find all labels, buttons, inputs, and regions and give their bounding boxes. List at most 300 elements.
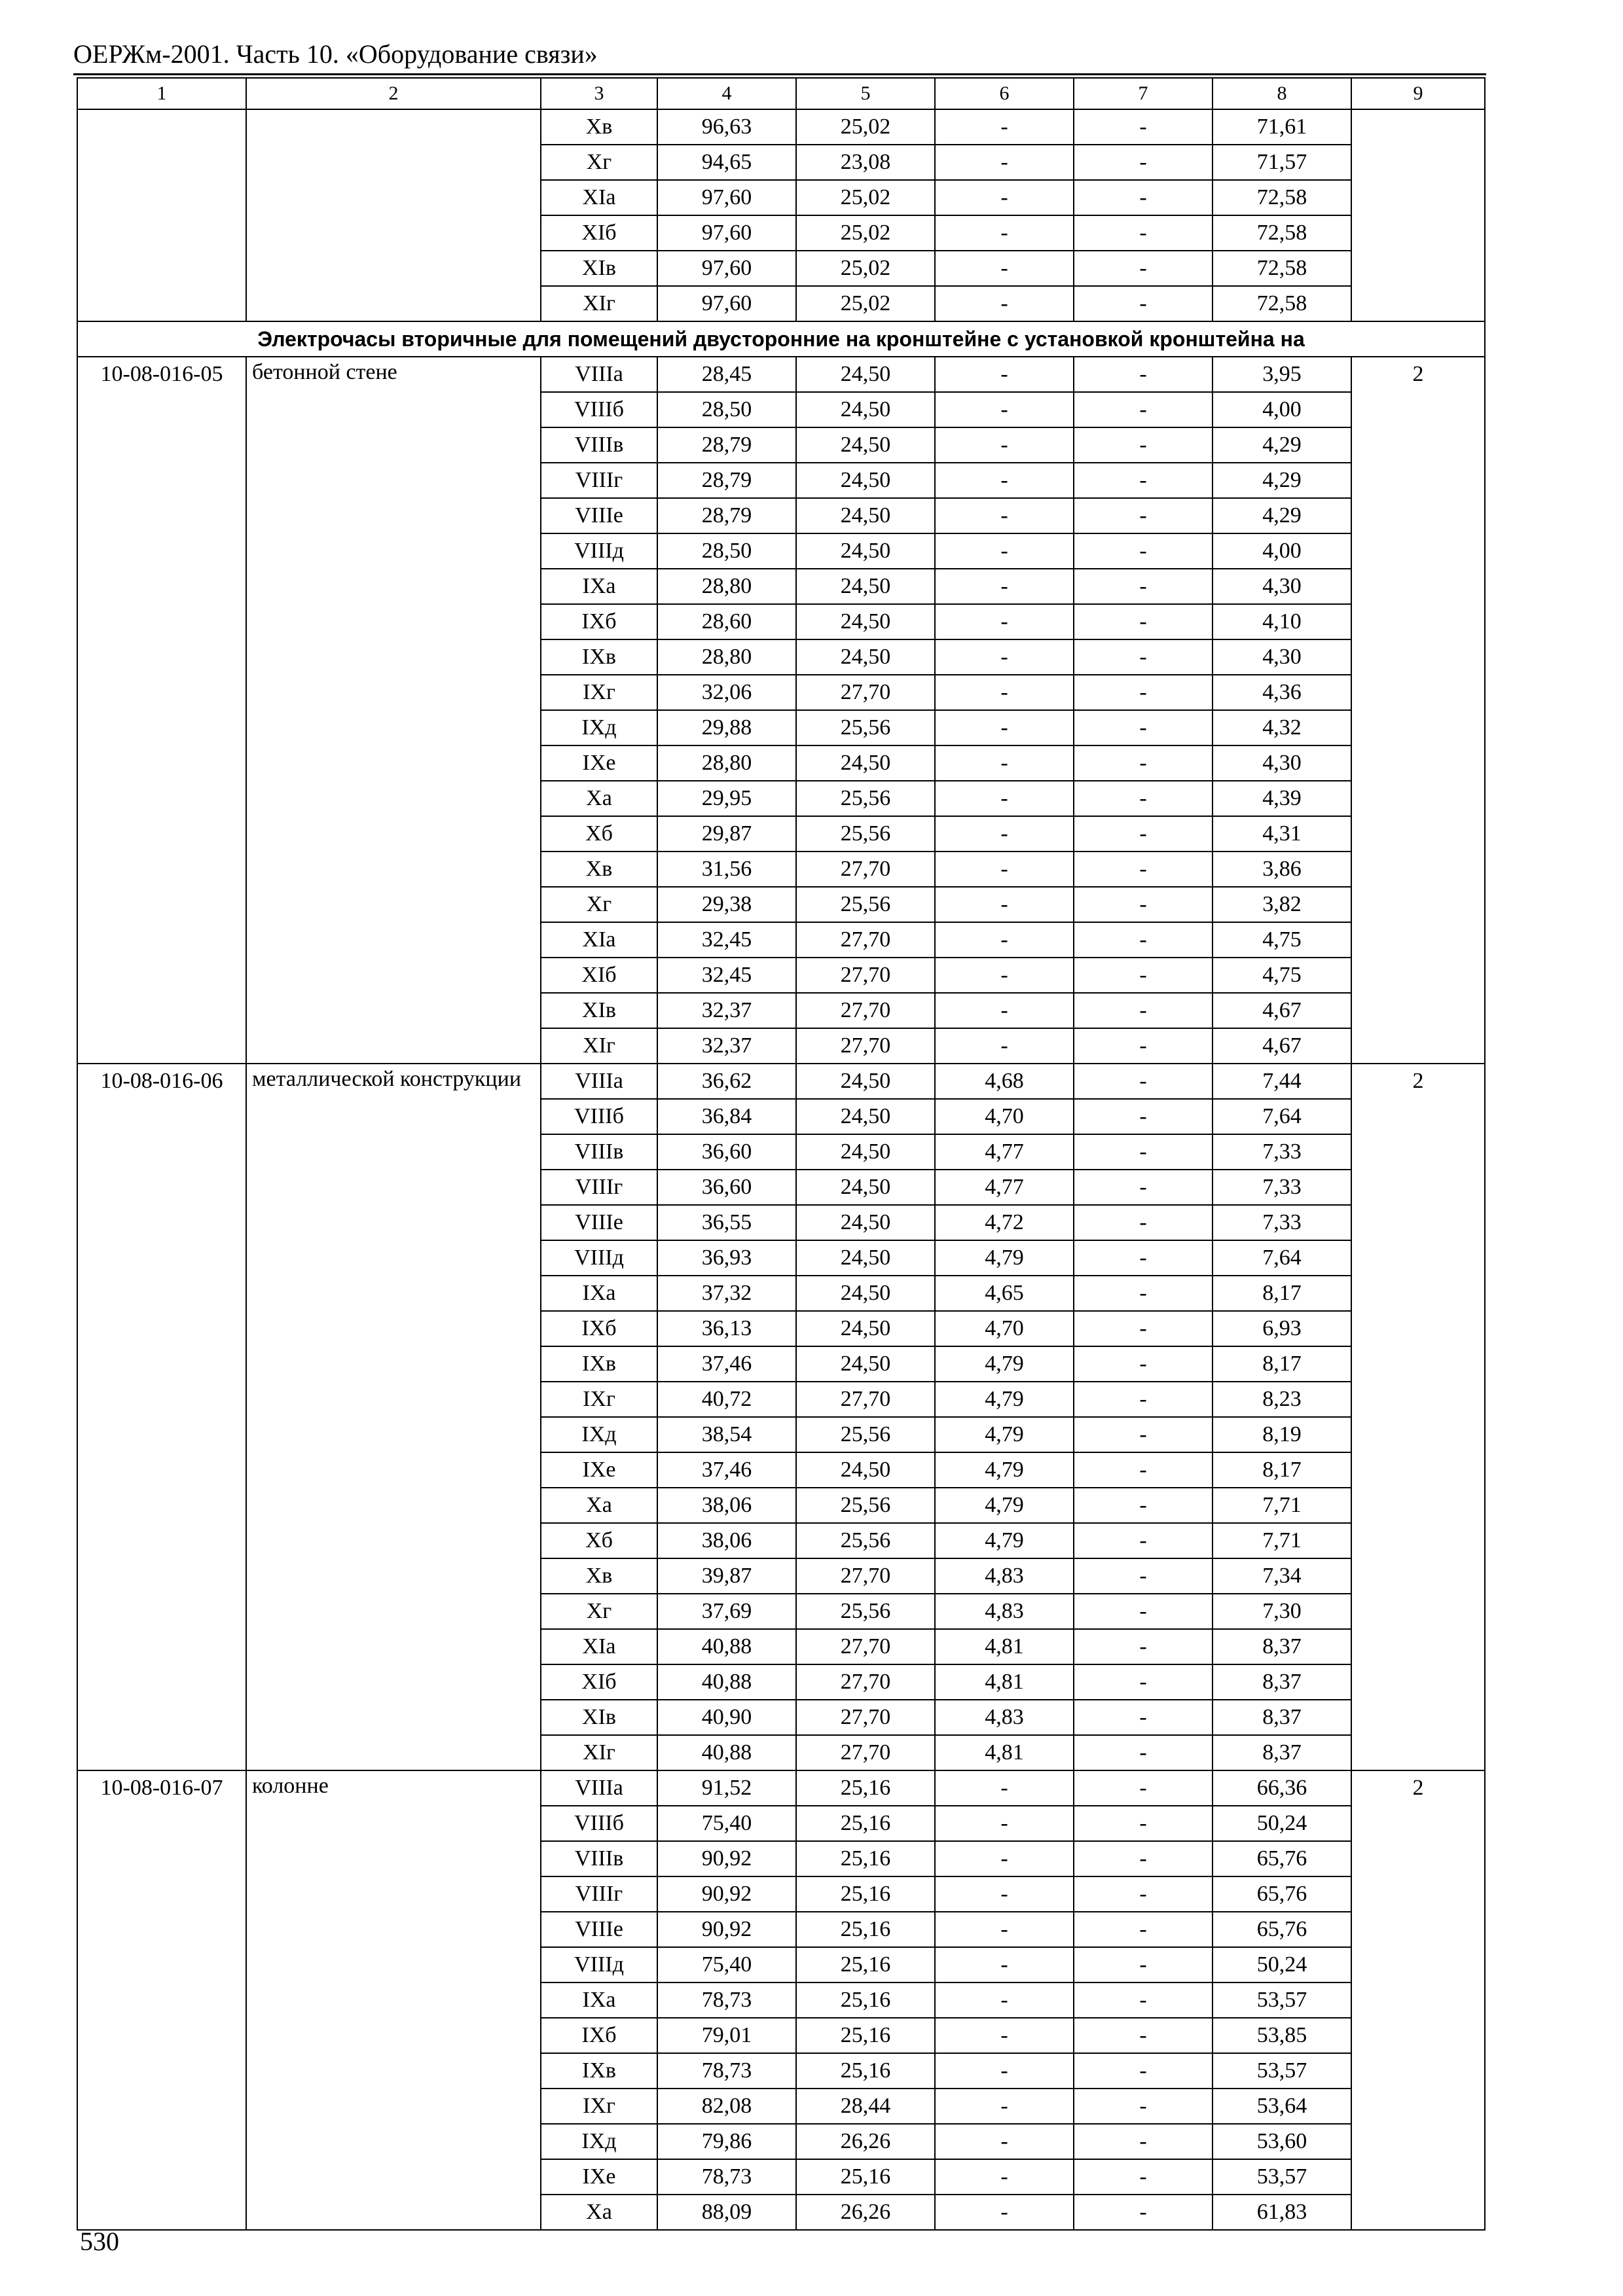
cell-driver-wages: - — [1074, 1523, 1213, 1558]
cell-machine-costs: 4,65 — [935, 1276, 1074, 1311]
column-number: 9 — [1351, 78, 1485, 109]
cell-code-suffix: IХв — [541, 639, 657, 675]
cell-machine-costs: - — [935, 781, 1074, 816]
cell-direct-costs: 32,45 — [657, 922, 796, 958]
cell-direct-costs: 32,37 — [657, 993, 796, 1028]
cell-materials: 7,33 — [1213, 1205, 1351, 1240]
cell-machine-costs: - — [935, 1947, 1074, 1982]
cell-machine-costs: - — [935, 1028, 1074, 1064]
cell-materials: 4,39 — [1213, 781, 1351, 816]
cell-code-suffix: IХа — [541, 569, 657, 604]
cell-labor-wages: 24,50 — [796, 1346, 935, 1382]
cell-direct-costs: 37,32 — [657, 1276, 796, 1311]
cell-machine-costs: - — [935, 2089, 1074, 2124]
cell-materials: 8,37 — [1213, 1700, 1351, 1735]
cell-machine-costs: - — [935, 639, 1074, 675]
cell-labor-wages: 27,70 — [796, 1700, 935, 1735]
cell-code-suffix: VIIIг — [541, 1170, 657, 1205]
cell-materials: 4,10 — [1213, 604, 1351, 639]
cell-direct-costs: 40,90 — [657, 1700, 796, 1735]
cell-driver-wages: - — [1074, 2053, 1213, 2089]
cell-labor-wages: 27,70 — [796, 1664, 935, 1700]
cell-machine-costs: - — [935, 2053, 1074, 2089]
cell-col9: 2 — [1351, 1770, 1485, 2230]
cell-direct-costs: 32,06 — [657, 675, 796, 710]
cell-materials: 65,76 — [1213, 1876, 1351, 1912]
cell-driver-wages: - — [1074, 392, 1213, 427]
cell-machine-costs: 4,79 — [935, 1452, 1074, 1488]
cell-materials: 4,30 — [1213, 745, 1351, 781]
column-number: 2 — [246, 78, 541, 109]
cell-labor-wages: 24,50 — [796, 1170, 935, 1205]
cell-direct-costs: 32,45 — [657, 958, 796, 993]
cell-labor-wages: 24,50 — [796, 745, 935, 781]
cell-code-suffix: IХг — [541, 675, 657, 710]
cell-driver-wages: - — [1074, 1382, 1213, 1417]
cell-materials: 8,19 — [1213, 1417, 1351, 1452]
cell-machine-costs: 4,72 — [935, 1205, 1074, 1240]
cell-code-suffix: IХб — [541, 604, 657, 639]
cell-direct-costs: 36,62 — [657, 1064, 796, 1099]
cell-code-suffix: VIIIе — [541, 498, 657, 533]
cell-materials: 71,57 — [1213, 145, 1351, 180]
cell-materials: 7,33 — [1213, 1170, 1351, 1205]
cell-machine-costs: 4,79 — [935, 1523, 1074, 1558]
cell-driver-wages: - — [1074, 533, 1213, 569]
cell-labor-wages: 24,50 — [796, 533, 935, 569]
cell-machine-costs: 4,79 — [935, 1240, 1074, 1276]
cell-direct-costs: 31,56 — [657, 852, 796, 887]
cell-materials: 4,29 — [1213, 463, 1351, 498]
cell-driver-wages: - — [1074, 1664, 1213, 1700]
cell-code-suffix: IХд — [541, 710, 657, 745]
cell-machine-costs: - — [935, 180, 1074, 215]
cell-direct-costs: 29,88 — [657, 710, 796, 745]
cell-driver-wages: - — [1074, 852, 1213, 887]
cell-direct-costs: 97,60 — [657, 215, 796, 251]
cell-code-suffix: IХе — [541, 2159, 657, 2195]
cell-machine-costs: - — [935, 745, 1074, 781]
cell-labor-wages: 23,08 — [796, 145, 935, 180]
cell-labor-wages: 24,50 — [796, 357, 935, 392]
cell-labor-wages: 24,50 — [796, 639, 935, 675]
cell-materials: 50,24 — [1213, 1947, 1351, 1982]
cell-labor-wages: 25,56 — [796, 816, 935, 852]
cell-rate-name: металлической конструкции — [246, 1064, 541, 1770]
cell-rate-code — [77, 109, 246, 321]
cell-labor-wages: 25,02 — [796, 215, 935, 251]
cell-materials: 72,58 — [1213, 251, 1351, 286]
cell-driver-wages: - — [1074, 993, 1213, 1028]
cell-labor-wages: 24,50 — [796, 1311, 935, 1346]
cell-machine-costs: 4,77 — [935, 1134, 1074, 1170]
cell-driver-wages: - — [1074, 180, 1213, 215]
cell-materials: 53,57 — [1213, 2159, 1351, 2195]
cell-code-suffix: VIIIв — [541, 1841, 657, 1876]
cell-rate-name — [246, 109, 541, 321]
cell-direct-costs: 97,60 — [657, 251, 796, 286]
cell-code-suffix: Хв — [541, 109, 657, 145]
cell-driver-wages: - — [1074, 639, 1213, 675]
cell-direct-costs: 36,60 — [657, 1134, 796, 1170]
cell-machine-costs: 4,70 — [935, 1099, 1074, 1134]
cell-code-suffix: ХIб — [541, 1664, 657, 1700]
cell-labor-wages: 24,50 — [796, 569, 935, 604]
cell-labor-wages: 24,50 — [796, 1240, 935, 1276]
cell-direct-costs: 96,63 — [657, 109, 796, 145]
cell-code-suffix: ХIа — [541, 922, 657, 958]
cell-driver-wages: - — [1074, 1629, 1213, 1664]
cell-driver-wages: - — [1074, 1134, 1213, 1170]
cell-code-suffix: ХIг — [541, 1028, 657, 1064]
cell-code-suffix: ХIа — [541, 1629, 657, 1664]
cell-driver-wages: - — [1074, 1770, 1213, 1806]
column-number: 6 — [935, 78, 1074, 109]
cell-labor-wages: 24,50 — [796, 604, 935, 639]
cell-code-suffix: VIIIа — [541, 1770, 657, 1806]
cell-machine-costs: 4,83 — [935, 1558, 1074, 1594]
cell-driver-wages: - — [1074, 958, 1213, 993]
cell-direct-costs: 78,73 — [657, 2159, 796, 2195]
cell-labor-wages: 27,70 — [796, 852, 935, 887]
cell-machine-costs: - — [935, 215, 1074, 251]
cell-code-suffix: IХб — [541, 2018, 657, 2053]
cell-rate-code: 10-08-016-06 — [77, 1064, 246, 1770]
cell-code-suffix: IХд — [541, 1417, 657, 1452]
cell-materials: 7,33 — [1213, 1134, 1351, 1170]
cell-code-suffix: IХа — [541, 1276, 657, 1311]
column-number: 1 — [77, 78, 246, 109]
cell-machine-costs: 4,79 — [935, 1346, 1074, 1382]
cell-rate-code: 10-08-016-07 — [77, 1770, 246, 2230]
cell-direct-costs: 36,93 — [657, 1240, 796, 1276]
section-title: Электрочасы вторичные для помещений двусторонние на кронштейне с установкой кронштейна на — [77, 321, 1485, 357]
cell-machine-costs: - — [935, 922, 1074, 958]
cell-direct-costs: 36,60 — [657, 1170, 796, 1205]
cell-direct-costs: 75,40 — [657, 1947, 796, 1982]
cell-col9: 2 — [1351, 357, 1485, 1064]
cell-code-suffix: VIIIе — [541, 1205, 657, 1240]
cell-labor-wages: 24,50 — [796, 1452, 935, 1488]
cell-materials: 61,83 — [1213, 2195, 1351, 2230]
cell-materials: 4,29 — [1213, 427, 1351, 463]
cell-materials: 4,00 — [1213, 533, 1351, 569]
cell-direct-costs: 40,72 — [657, 1382, 796, 1417]
cell-code-suffix: IХе — [541, 1452, 657, 1488]
cell-direct-costs: 29,87 — [657, 816, 796, 852]
cell-machine-costs: - — [935, 392, 1074, 427]
cell-machine-costs: - — [935, 816, 1074, 852]
cell-materials: 8,17 — [1213, 1346, 1351, 1382]
cell-direct-costs: 91,52 — [657, 1770, 796, 1806]
cell-labor-wages: 25,16 — [796, 2159, 935, 2195]
cell-machine-costs: - — [935, 286, 1074, 321]
column-number: 8 — [1213, 78, 1351, 109]
cell-direct-costs: 28,50 — [657, 392, 796, 427]
cell-driver-wages: - — [1074, 745, 1213, 781]
cell-machine-costs: 4,81 — [935, 1664, 1074, 1700]
cell-labor-wages: 28,44 — [796, 2089, 935, 2124]
cell-machine-costs: - — [935, 993, 1074, 1028]
cell-materials: 7,44 — [1213, 1064, 1351, 1099]
cell-code-suffix: VIIIг — [541, 1876, 657, 1912]
cell-code-suffix: VIIIв — [541, 1134, 657, 1170]
cell-labor-wages: 27,70 — [796, 922, 935, 958]
cell-code-suffix: ХIг — [541, 1735, 657, 1770]
cell-machine-costs: 4,81 — [935, 1735, 1074, 1770]
cell-driver-wages: - — [1074, 1417, 1213, 1452]
section-header-row — [77, 321, 1485, 357]
cell-materials: 4,75 — [1213, 922, 1351, 958]
cell-materials: 53,85 — [1213, 2018, 1351, 2053]
cell-labor-wages: 25,56 — [796, 710, 935, 745]
cell-materials: 4,00 — [1213, 392, 1351, 427]
cell-labor-wages: 25,16 — [796, 1912, 935, 1947]
cell-labor-wages: 25,16 — [796, 1876, 935, 1912]
cell-code-suffix: ХIа — [541, 180, 657, 215]
cell-driver-wages: - — [1074, 215, 1213, 251]
cell-labor-wages: 25,16 — [796, 2053, 935, 2089]
cell-machine-costs: - — [935, 145, 1074, 180]
cell-code-suffix: Хг — [541, 145, 657, 180]
cell-driver-wages: - — [1074, 1558, 1213, 1594]
cell-materials: 4,36 — [1213, 675, 1351, 710]
cell-machine-costs: - — [935, 675, 1074, 710]
cell-code-suffix: VIIIб — [541, 1099, 657, 1134]
cell-code-suffix: Хб — [541, 816, 657, 852]
cell-driver-wages: - — [1074, 1947, 1213, 1982]
cell-machine-costs: - — [935, 533, 1074, 569]
cell-labor-wages: 27,70 — [796, 1028, 935, 1064]
cell-materials: 7,34 — [1213, 1558, 1351, 1594]
cell-machine-costs: 4,70 — [935, 1311, 1074, 1346]
cell-machine-costs: - — [935, 2124, 1074, 2159]
cell-direct-costs: 28,45 — [657, 357, 796, 392]
cell-code-suffix: VIIIв — [541, 427, 657, 463]
cell-direct-costs: 38,06 — [657, 1488, 796, 1523]
cell-code-suffix: IХе — [541, 745, 657, 781]
column-number: 4 — [657, 78, 796, 109]
cell-direct-costs: 28,80 — [657, 569, 796, 604]
cell-code-suffix: VIIIг — [541, 463, 657, 498]
cell-materials: 8,37 — [1213, 1735, 1351, 1770]
cell-code-suffix: Ха — [541, 1488, 657, 1523]
table-body — [77, 78, 1485, 2230]
cell-direct-costs: 39,87 — [657, 1558, 796, 1594]
cell-labor-wages: 25,16 — [796, 1770, 935, 1806]
cell-direct-costs: 28,60 — [657, 604, 796, 639]
cell-machine-costs: - — [935, 1912, 1074, 1947]
cell-code-suffix: VIIIа — [541, 1064, 657, 1099]
cell-direct-costs: 40,88 — [657, 1664, 796, 1700]
column-number: 3 — [541, 78, 657, 109]
cell-labor-wages: 25,56 — [796, 1417, 935, 1452]
cell-machine-costs: - — [935, 463, 1074, 498]
cell-materials: 4,29 — [1213, 498, 1351, 533]
cell-labor-wages: 24,50 — [796, 1205, 935, 1240]
cell-machine-costs: - — [935, 427, 1074, 463]
cell-driver-wages: - — [1074, 1594, 1213, 1629]
cell-code-suffix: IХв — [541, 1346, 657, 1382]
cell-labor-wages: 24,50 — [796, 1099, 935, 1134]
cell-labor-wages: 27,70 — [796, 1629, 935, 1664]
cell-code-suffix: Ха — [541, 781, 657, 816]
cell-direct-costs: 90,92 — [657, 1841, 796, 1876]
cell-direct-costs: 78,73 — [657, 2053, 796, 2089]
column-number: 5 — [796, 78, 935, 109]
cell-driver-wages: - — [1074, 2195, 1213, 2230]
cell-code-suffix: IХд — [541, 2124, 657, 2159]
cell-materials: 8,37 — [1213, 1629, 1351, 1664]
cell-materials: 8,17 — [1213, 1452, 1351, 1488]
cell-direct-costs: 28,80 — [657, 745, 796, 781]
cell-machine-costs: 4,83 — [935, 1700, 1074, 1735]
cell-driver-wages: - — [1074, 427, 1213, 463]
cell-direct-costs: 28,79 — [657, 463, 796, 498]
cell-driver-wages: - — [1074, 1982, 1213, 2018]
cell-code-suffix: ХIб — [541, 215, 657, 251]
cell-labor-wages: 24,50 — [796, 1134, 935, 1170]
cell-machine-costs: - — [935, 1876, 1074, 1912]
cell-driver-wages: - — [1074, 1028, 1213, 1064]
cell-direct-costs: 38,54 — [657, 1417, 796, 1452]
cell-rate-name: колонне — [246, 1770, 541, 2230]
cell-labor-wages: 25,56 — [796, 1488, 935, 1523]
cell-machine-costs: - — [935, 710, 1074, 745]
cell-col9 — [1351, 109, 1485, 321]
cell-labor-wages: 25,16 — [796, 1982, 935, 2018]
cell-driver-wages: - — [1074, 286, 1213, 321]
cell-materials: 50,24 — [1213, 1806, 1351, 1841]
cell-materials: 72,58 — [1213, 180, 1351, 215]
cell-code-suffix: VIIIе — [541, 1912, 657, 1947]
cell-driver-wages: - — [1074, 710, 1213, 745]
cell-direct-costs: 36,55 — [657, 1205, 796, 1240]
cell-direct-costs: 28,80 — [657, 639, 796, 675]
cell-driver-wages: - — [1074, 1735, 1213, 1770]
cell-labor-wages: 25,02 — [796, 286, 935, 321]
cell-materials: 4,30 — [1213, 639, 1351, 675]
cell-code-suffix: IХа — [541, 1982, 657, 2018]
cell-driver-wages: - — [1074, 2089, 1213, 2124]
cell-direct-costs: 79,01 — [657, 2018, 796, 2053]
cell-driver-wages: - — [1074, 1276, 1213, 1311]
cell-driver-wages: - — [1074, 2159, 1213, 2195]
cell-labor-wages: 25,56 — [796, 887, 935, 922]
cell-code-suffix: VIIIд — [541, 533, 657, 569]
cell-labor-wages: 27,70 — [796, 675, 935, 710]
cell-code-suffix: VIIIд — [541, 1240, 657, 1276]
cell-direct-costs: 40,88 — [657, 1629, 796, 1664]
cell-driver-wages: - — [1074, 1205, 1213, 1240]
cell-direct-costs: 28,50 — [657, 533, 796, 569]
cell-machine-costs: - — [935, 109, 1074, 145]
cell-machine-costs: - — [935, 569, 1074, 604]
cell-materials: 7,64 — [1213, 1240, 1351, 1276]
cell-materials: 65,76 — [1213, 1841, 1351, 1876]
cell-code-suffix: ХIг — [541, 286, 657, 321]
cell-machine-costs: - — [935, 2018, 1074, 2053]
cell-machine-costs: 4,83 — [935, 1594, 1074, 1629]
cell-code-suffix: ХIб — [541, 958, 657, 993]
cell-driver-wages: - — [1074, 781, 1213, 816]
cell-labor-wages: 26,26 — [796, 2124, 935, 2159]
cell-driver-wages: - — [1074, 1064, 1213, 1099]
cell-direct-costs: 28,79 — [657, 427, 796, 463]
cell-rate-code: 10-08-016-05 — [77, 357, 246, 1064]
cell-driver-wages: - — [1074, 816, 1213, 852]
cell-materials: 53,60 — [1213, 2124, 1351, 2159]
cell-machine-costs: - — [935, 1841, 1074, 1876]
cell-materials: 72,58 — [1213, 286, 1351, 321]
cell-code-suffix: Хг — [541, 887, 657, 922]
cell-machine-costs: - — [935, 887, 1074, 922]
cell-materials: 4,67 — [1213, 1028, 1351, 1064]
cell-machine-costs: - — [935, 852, 1074, 887]
cell-driver-wages: - — [1074, 569, 1213, 604]
rates-table — [77, 77, 1486, 2231]
cell-driver-wages: - — [1074, 1841, 1213, 1876]
cell-materials: 72,58 — [1213, 215, 1351, 251]
cell-labor-wages: 25,16 — [796, 1806, 935, 1841]
cell-code-suffix: Хб — [541, 1523, 657, 1558]
cell-materials: 4,32 — [1213, 710, 1351, 745]
cell-materials: 53,57 — [1213, 2053, 1351, 2089]
table-row — [77, 357, 1485, 392]
page-header: ОЕРЖм-2001. Часть 10. «Оборудование связи» — [73, 39, 598, 69]
column-number-row — [77, 78, 1485, 109]
cell-machine-costs: - — [935, 958, 1074, 993]
cell-labor-wages: 25,16 — [796, 1841, 935, 1876]
cell-driver-wages: - — [1074, 1488, 1213, 1523]
cell-machine-costs: - — [935, 1806, 1074, 1841]
cell-driver-wages: - — [1074, 1452, 1213, 1488]
cell-machine-costs: - — [935, 604, 1074, 639]
cell-machine-costs: 4,79 — [935, 1417, 1074, 1452]
cell-machine-costs: - — [935, 251, 1074, 286]
cell-direct-costs: 29,95 — [657, 781, 796, 816]
cell-labor-wages: 25,02 — [796, 180, 935, 215]
cell-driver-wages: - — [1074, 251, 1213, 286]
cell-labor-wages: 24,50 — [796, 498, 935, 533]
cell-driver-wages: - — [1074, 675, 1213, 710]
cell-driver-wages: - — [1074, 463, 1213, 498]
cell-materials: 4,31 — [1213, 816, 1351, 852]
cell-labor-wages: 27,70 — [796, 1382, 935, 1417]
cell-machine-costs: 4,79 — [935, 1382, 1074, 1417]
cell-materials: 8,23 — [1213, 1382, 1351, 1417]
cell-labor-wages: 24,50 — [796, 392, 935, 427]
cell-driver-wages: - — [1074, 2124, 1213, 2159]
cell-machine-costs: 4,77 — [935, 1170, 1074, 1205]
cell-direct-costs: 78,73 — [657, 1982, 796, 2018]
cell-labor-wages: 27,70 — [796, 1735, 935, 1770]
cell-machine-costs: - — [935, 498, 1074, 533]
cell-materials: 7,71 — [1213, 1523, 1351, 1558]
cell-direct-costs: 37,46 — [657, 1452, 796, 1488]
cell-rate-name: бетонной стене — [246, 357, 541, 1064]
cell-direct-costs: 88,09 — [657, 2195, 796, 2230]
cell-driver-wages: - — [1074, 109, 1213, 145]
cell-materials: 7,64 — [1213, 1099, 1351, 1134]
cell-driver-wages: - — [1074, 1311, 1213, 1346]
cell-driver-wages: - — [1074, 1912, 1213, 1947]
cell-machine-costs: 4,79 — [935, 1488, 1074, 1523]
cell-driver-wages: - — [1074, 1170, 1213, 1205]
cell-driver-wages: - — [1074, 2018, 1213, 2053]
cell-code-suffix: VIIIб — [541, 392, 657, 427]
cell-col9: 2 — [1351, 1064, 1485, 1770]
